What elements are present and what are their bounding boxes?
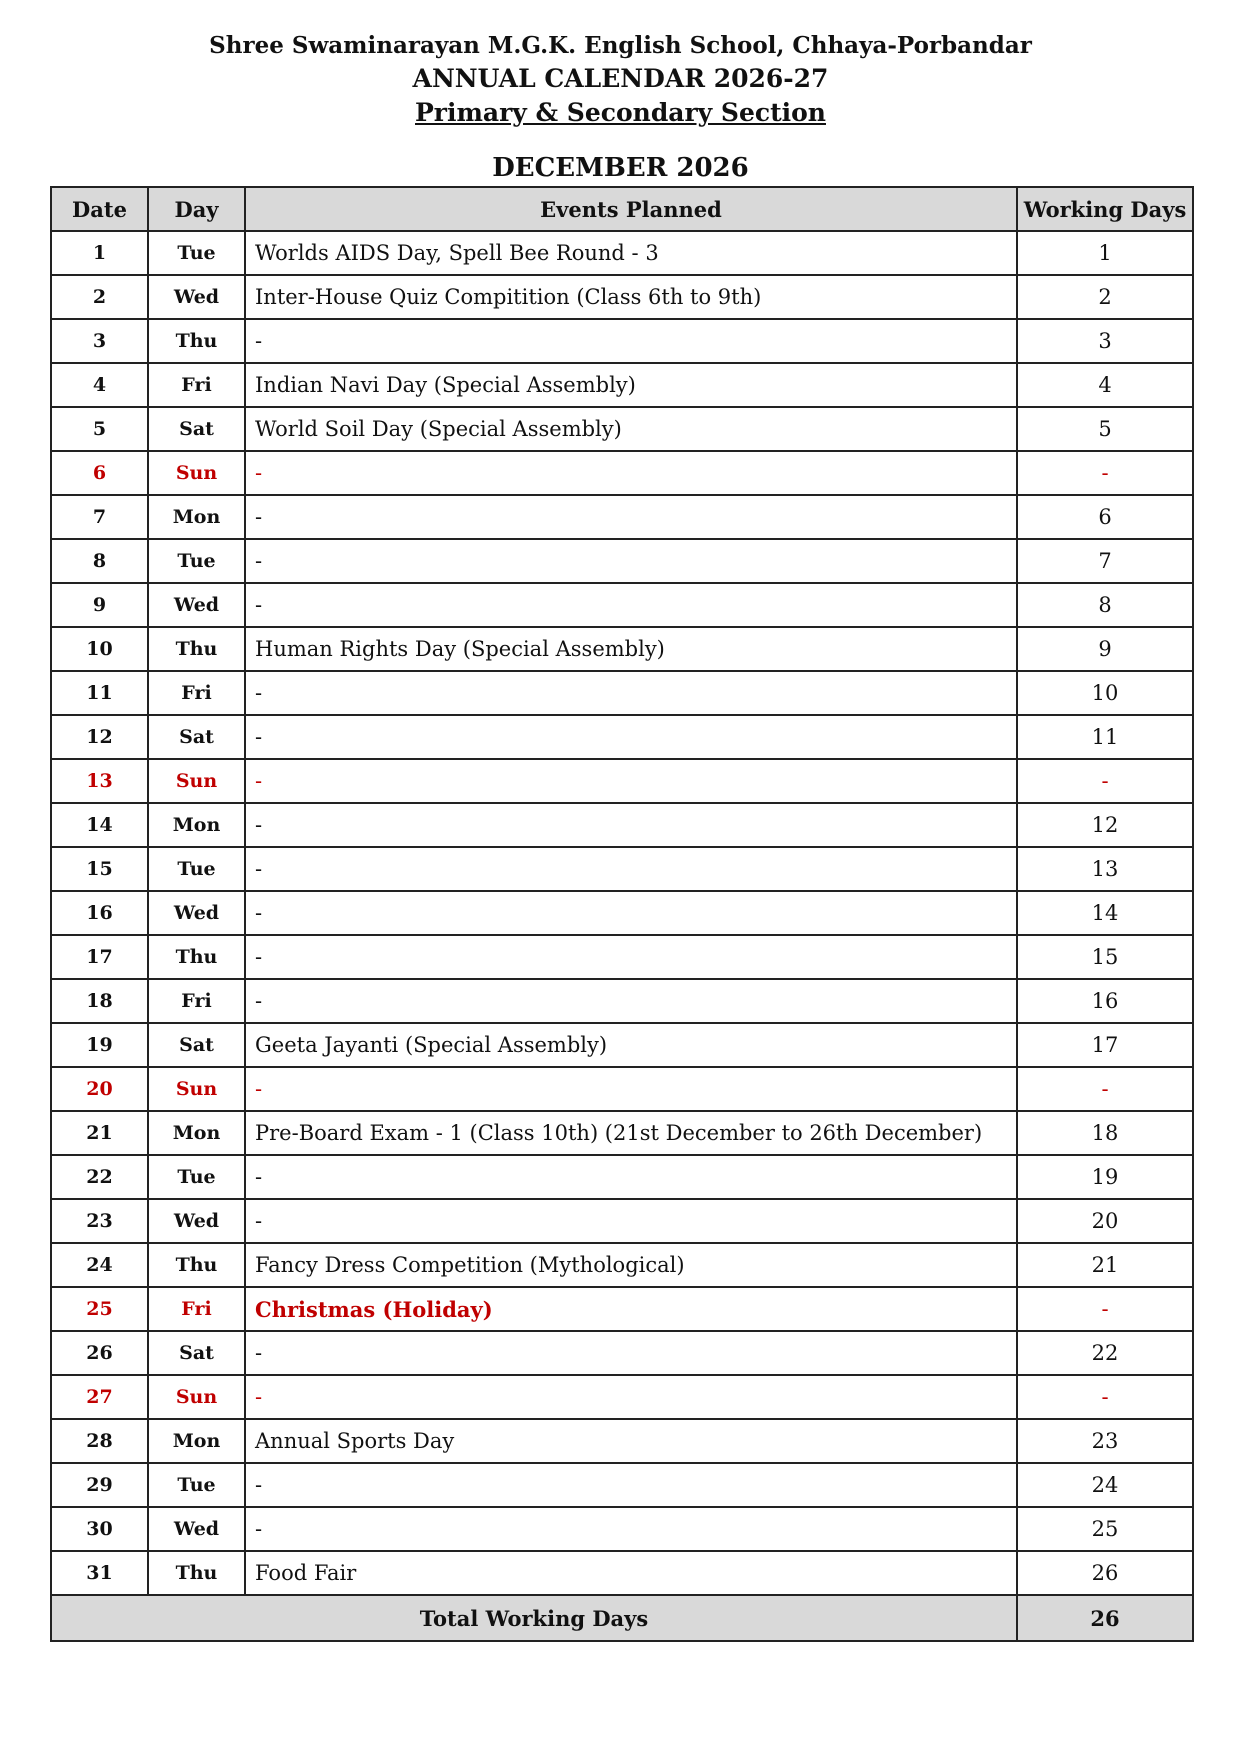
section-title: Primary & Secondary Section bbox=[415, 98, 826, 127]
day-cell: Fri bbox=[148, 1287, 245, 1331]
working-day-cell: 9 bbox=[1017, 627, 1193, 671]
event-cell: Annual Sports Day bbox=[245, 1419, 1017, 1463]
event-cell: - bbox=[245, 1463, 1017, 1507]
event-cell: - bbox=[245, 1067, 1017, 1111]
table-row bbox=[51, 935, 1193, 979]
day-cell: Fri bbox=[148, 979, 245, 1023]
day-cell: Wed bbox=[148, 275, 245, 319]
table-row bbox=[51, 715, 1193, 759]
event-cell: Geeta Jayanti (Special Assembly) bbox=[245, 1023, 1017, 1067]
calendar-table bbox=[50, 186, 1194, 1642]
working-day-cell: - bbox=[1017, 1287, 1193, 1331]
table-row bbox=[51, 759, 1193, 803]
day-cell: Tue bbox=[148, 1463, 245, 1507]
event-cell: Inter-House Quiz Compitition (Class 6th to 9th) bbox=[245, 275, 1017, 319]
working-day-cell: 4 bbox=[1017, 363, 1193, 407]
working-day-cell: 15 bbox=[1017, 935, 1193, 979]
day-cell: Wed bbox=[148, 1507, 245, 1551]
working-day-cell: 13 bbox=[1017, 847, 1193, 891]
event-cell: Christmas (Holiday) bbox=[245, 1287, 1017, 1331]
day-cell: Sun bbox=[148, 759, 245, 803]
school-name: Shree Swaminarayan M.G.K. English School, Chhaya-Porbandar bbox=[209, 32, 1032, 59]
date-cell: 9 bbox=[51, 583, 148, 627]
day-cell: Thu bbox=[148, 935, 245, 979]
table-row bbox=[51, 231, 1193, 275]
working-day-cell: 19 bbox=[1017, 1155, 1193, 1199]
date-cell: 24 bbox=[51, 1243, 148, 1287]
table-row bbox=[51, 891, 1193, 935]
table-row bbox=[51, 1551, 1193, 1595]
working-day-cell: 3 bbox=[1017, 319, 1193, 363]
date-cell: 6 bbox=[51, 451, 148, 495]
event-cell: - bbox=[245, 935, 1017, 979]
date-cell: 29 bbox=[51, 1463, 148, 1507]
day-cell: Sat bbox=[148, 407, 245, 451]
column-header-working-days: Working Days bbox=[1017, 187, 1193, 231]
date-cell: 26 bbox=[51, 1331, 148, 1375]
table-row bbox=[51, 1243, 1193, 1287]
working-day-cell: 8 bbox=[1017, 583, 1193, 627]
date-cell: 4 bbox=[51, 363, 148, 407]
date-cell: 18 bbox=[51, 979, 148, 1023]
event-cell: Pre-Board Exam - 1 (Class 10th) (21st December to 26th December) bbox=[245, 1111, 1017, 1155]
day-cell: Wed bbox=[148, 891, 245, 935]
table-row bbox=[51, 671, 1193, 715]
event-cell: - bbox=[245, 1331, 1017, 1375]
event-cell: - bbox=[245, 847, 1017, 891]
working-day-cell: 2 bbox=[1017, 275, 1193, 319]
table-row bbox=[51, 1111, 1193, 1155]
date-cell: 10 bbox=[51, 627, 148, 671]
date-cell: 1 bbox=[51, 231, 148, 275]
working-day-cell: - bbox=[1017, 759, 1193, 803]
day-cell: Sat bbox=[148, 715, 245, 759]
event-cell: Indian Navi Day (Special Assembly) bbox=[245, 363, 1017, 407]
table-row bbox=[51, 1199, 1193, 1243]
day-cell: Thu bbox=[148, 1551, 245, 1595]
event-cell: - bbox=[245, 1375, 1017, 1419]
day-cell: Tue bbox=[148, 231, 245, 275]
date-cell: 27 bbox=[51, 1375, 148, 1419]
date-cell: 21 bbox=[51, 1111, 148, 1155]
date-cell: 20 bbox=[51, 1067, 148, 1111]
month-title: DECEMBER 2026 bbox=[492, 153, 749, 183]
date-cell: 14 bbox=[51, 803, 148, 847]
date-cell: 11 bbox=[51, 671, 148, 715]
table-row bbox=[51, 495, 1193, 539]
day-cell: Fri bbox=[148, 363, 245, 407]
working-day-cell: 23 bbox=[1017, 1419, 1193, 1463]
table-row bbox=[51, 1419, 1193, 1463]
working-day-cell: 12 bbox=[1017, 803, 1193, 847]
date-cell: 8 bbox=[51, 539, 148, 583]
working-day-cell: 11 bbox=[1017, 715, 1193, 759]
working-day-cell: - bbox=[1017, 1067, 1193, 1111]
day-cell: Sat bbox=[148, 1331, 245, 1375]
date-cell: 30 bbox=[51, 1507, 148, 1551]
total-value: 26 bbox=[1017, 1595, 1193, 1641]
event-cell: - bbox=[245, 319, 1017, 363]
date-cell: 28 bbox=[51, 1419, 148, 1463]
table-row bbox=[51, 1331, 1193, 1375]
date-cell: 25 bbox=[51, 1287, 148, 1331]
table-row bbox=[51, 1155, 1193, 1199]
date-cell: 19 bbox=[51, 1023, 148, 1067]
date-cell: 15 bbox=[51, 847, 148, 891]
event-cell: Human Rights Day (Special Assembly) bbox=[245, 627, 1017, 671]
table-row bbox=[51, 1463, 1193, 1507]
day-cell: Thu bbox=[148, 319, 245, 363]
day-cell: Mon bbox=[148, 803, 245, 847]
day-cell: Wed bbox=[148, 583, 245, 627]
calendar-title: ANNUAL CALENDAR 2026-27 bbox=[412, 64, 829, 93]
date-cell: 22 bbox=[51, 1155, 148, 1199]
event-cell: - bbox=[245, 891, 1017, 935]
date-cell: 16 bbox=[51, 891, 148, 935]
table-row bbox=[51, 451, 1193, 495]
table-row bbox=[51, 1375, 1193, 1419]
table-row bbox=[51, 627, 1193, 671]
event-cell: World Soil Day (Special Assembly) bbox=[245, 407, 1017, 451]
working-day-cell: 10 bbox=[1017, 671, 1193, 715]
date-cell: 3 bbox=[51, 319, 148, 363]
date-cell: 23 bbox=[51, 1199, 148, 1243]
event-cell: - bbox=[245, 1199, 1017, 1243]
working-day-cell: 6 bbox=[1017, 495, 1193, 539]
event-cell: Worlds AIDS Day, Spell Bee Round - 3 bbox=[245, 231, 1017, 275]
table-row bbox=[51, 583, 1193, 627]
working-day-cell: 22 bbox=[1017, 1331, 1193, 1375]
column-header-events: Events Planned bbox=[245, 187, 1017, 231]
working-day-cell: 24 bbox=[1017, 1463, 1193, 1507]
day-cell: Mon bbox=[148, 1111, 245, 1155]
day-cell: Sat bbox=[148, 1023, 245, 1067]
event-cell: - bbox=[245, 979, 1017, 1023]
date-cell: 17 bbox=[51, 935, 148, 979]
table-row bbox=[51, 1023, 1193, 1067]
table-row bbox=[51, 407, 1193, 451]
working-day-cell: 17 bbox=[1017, 1023, 1193, 1067]
table-row bbox=[51, 1507, 1193, 1551]
event-cell: - bbox=[245, 583, 1017, 627]
day-cell: Tue bbox=[148, 847, 245, 891]
working-day-cell: 26 bbox=[1017, 1551, 1193, 1595]
column-header-day: Day bbox=[148, 187, 245, 231]
day-cell: Sun bbox=[148, 451, 245, 495]
day-cell: Thu bbox=[148, 1243, 245, 1287]
date-cell: 2 bbox=[51, 275, 148, 319]
working-day-cell: 20 bbox=[1017, 1199, 1193, 1243]
event-cell: - bbox=[245, 715, 1017, 759]
date-cell: 13 bbox=[51, 759, 148, 803]
working-day-cell: - bbox=[1017, 1375, 1193, 1419]
table-row bbox=[51, 319, 1193, 363]
event-cell: - bbox=[245, 671, 1017, 715]
event-cell: - bbox=[245, 1507, 1017, 1551]
table-row bbox=[51, 275, 1193, 319]
event-cell: - bbox=[245, 451, 1017, 495]
day-cell: Sun bbox=[148, 1375, 245, 1419]
working-day-cell: 18 bbox=[1017, 1111, 1193, 1155]
table-row bbox=[51, 1067, 1193, 1111]
working-day-cell: 25 bbox=[1017, 1507, 1193, 1551]
working-day-cell: - bbox=[1017, 451, 1193, 495]
event-cell: Fancy Dress Competition (Mythological) bbox=[245, 1243, 1017, 1287]
table-row bbox=[51, 1287, 1193, 1331]
day-cell: Tue bbox=[148, 539, 245, 583]
working-day-cell: 16 bbox=[1017, 979, 1193, 1023]
date-cell: 5 bbox=[51, 407, 148, 451]
event-cell: Food Fair bbox=[245, 1551, 1017, 1595]
table-row bbox=[51, 979, 1193, 1023]
table-row bbox=[51, 363, 1193, 407]
event-cell: - bbox=[245, 495, 1017, 539]
event-cell: - bbox=[245, 539, 1017, 583]
table-row bbox=[51, 539, 1193, 583]
day-cell: Thu bbox=[148, 627, 245, 671]
event-cell: - bbox=[245, 803, 1017, 847]
working-day-cell: 5 bbox=[1017, 407, 1193, 451]
column-header-date: Date bbox=[51, 187, 148, 231]
working-day-cell: 1 bbox=[1017, 231, 1193, 275]
date-cell: 7 bbox=[51, 495, 148, 539]
day-cell: Fri bbox=[148, 671, 245, 715]
total-row bbox=[51, 1595, 1193, 1641]
working-day-cell: 14 bbox=[1017, 891, 1193, 935]
table-row bbox=[51, 847, 1193, 891]
total-label: Total Working Days bbox=[51, 1595, 1017, 1641]
day-cell: Tue bbox=[148, 1155, 245, 1199]
day-cell: Mon bbox=[148, 1419, 245, 1463]
calendar-body bbox=[51, 231, 1193, 1595]
table-header-row bbox=[51, 187, 1193, 231]
working-day-cell: 21 bbox=[1017, 1243, 1193, 1287]
table-row bbox=[51, 803, 1193, 847]
date-cell: 12 bbox=[51, 715, 148, 759]
day-cell: Sun bbox=[148, 1067, 245, 1111]
event-cell: - bbox=[245, 1155, 1017, 1199]
day-cell: Wed bbox=[148, 1199, 245, 1243]
working-day-cell: 7 bbox=[1017, 539, 1193, 583]
document-header bbox=[0, 30, 1241, 130]
event-cell: - bbox=[245, 759, 1017, 803]
date-cell: 31 bbox=[51, 1551, 148, 1595]
day-cell: Mon bbox=[148, 495, 245, 539]
